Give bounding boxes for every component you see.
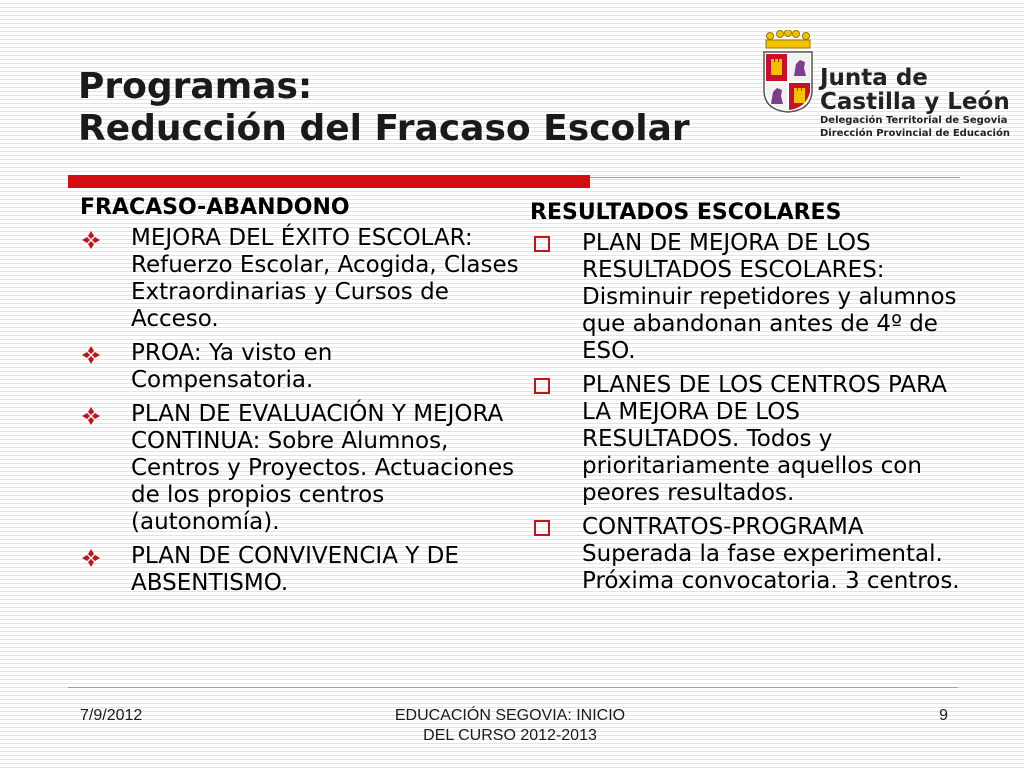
footer-title <box>360 706 660 746</box>
coat-of-arms-icon <box>760 30 816 114</box>
logo-name-line-1: Junta de <box>820 65 928 91</box>
list-item <box>530 372 960 507</box>
list-item-text: PROA: Ya visto en Compensatoria. <box>131 340 333 393</box>
list-item-text: PLAN DE MEJORA DE LOS RESULTADOS ESCOLARES: Disminuir repetidores y alumnos que abandonan antes de 4º de ESO. <box>582 230 957 364</box>
square-bullet-icon <box>534 236 550 252</box>
slide-title-line-2: Reducción del Fracaso Escolar <box>78 108 690 149</box>
diamond-bullet-icon <box>82 231 100 249</box>
list-item <box>530 514 960 595</box>
footer-divider-line <box>68 687 958 688</box>
list-item <box>530 230 960 365</box>
square-bullet-icon <box>534 520 550 536</box>
left-column <box>80 195 520 604</box>
slide-title <box>78 66 690 150</box>
footer-title-line-2: DEL CURSO 2012-2013 <box>423 727 597 744</box>
logo-name-line-2: Castilla y León <box>820 89 1010 115</box>
title-accent-bar <box>68 175 590 188</box>
list-item-text: PLAN DE EVALUACIÓN Y MEJORA CONTINUA: Sobre Alumnos, Centros y Proyectos. Actuaciones de los propios centros (autonomía). <box>131 401 515 535</box>
right-column <box>530 200 960 602</box>
list-item <box>80 340 520 394</box>
left-bullet-list <box>80 225 520 597</box>
diamond-bullet-icon <box>82 407 100 425</box>
junta-castilla-leon-logo <box>760 30 1010 150</box>
slide-number: 9 <box>939 707 948 724</box>
list-item-text: PLAN DE CONVIVENCIA Y DE ABSENTISMO. <box>131 543 459 596</box>
list-item-text: CONTRATOS-PROGRAMA Superada la fase experimental. Próxima convocatoria. 3 centros. <box>582 514 960 594</box>
diamond-bullet-icon <box>82 549 100 567</box>
list-item-text: PLANES DE LOS CENTROS PARA LA MEJORA DE LOS RESULTADOS. Todos y prioritariamente aquellos con peores resultados. <box>582 372 947 506</box>
list-item <box>80 401 520 536</box>
list-item <box>80 543 520 597</box>
logo-subtitle-line-2: Dirección Provincial de Educación <box>820 128 1010 139</box>
list-item-text: MEJORA DEL ÉXITO ESCOLAR: Refuerzo Escolar, Acogida, Clases Extraordinarias y Cursos de Acceso. <box>131 225 519 332</box>
right-bullet-list <box>530 230 960 595</box>
diamond-bullet-icon <box>82 346 100 364</box>
right-column-heading: RESULTADOS ESCOLARES <box>530 200 842 225</box>
list-item <box>80 225 520 333</box>
square-bullet-icon <box>534 378 550 394</box>
footer-date: 7/9/2012 <box>80 707 143 724</box>
logo-subtitle-line-1: Delegación Territorial de Segovia <box>820 115 1008 126</box>
footer-title-line-1: EDUCACIÓN SEGOVIA: INICIO <box>394 707 626 724</box>
left-column-heading: FRACASO-ABANDONO <box>80 195 350 220</box>
title-divider-line <box>590 177 960 178</box>
logo-text <box>820 66 1010 140</box>
slide-title-line-1: Programas: <box>78 66 313 107</box>
